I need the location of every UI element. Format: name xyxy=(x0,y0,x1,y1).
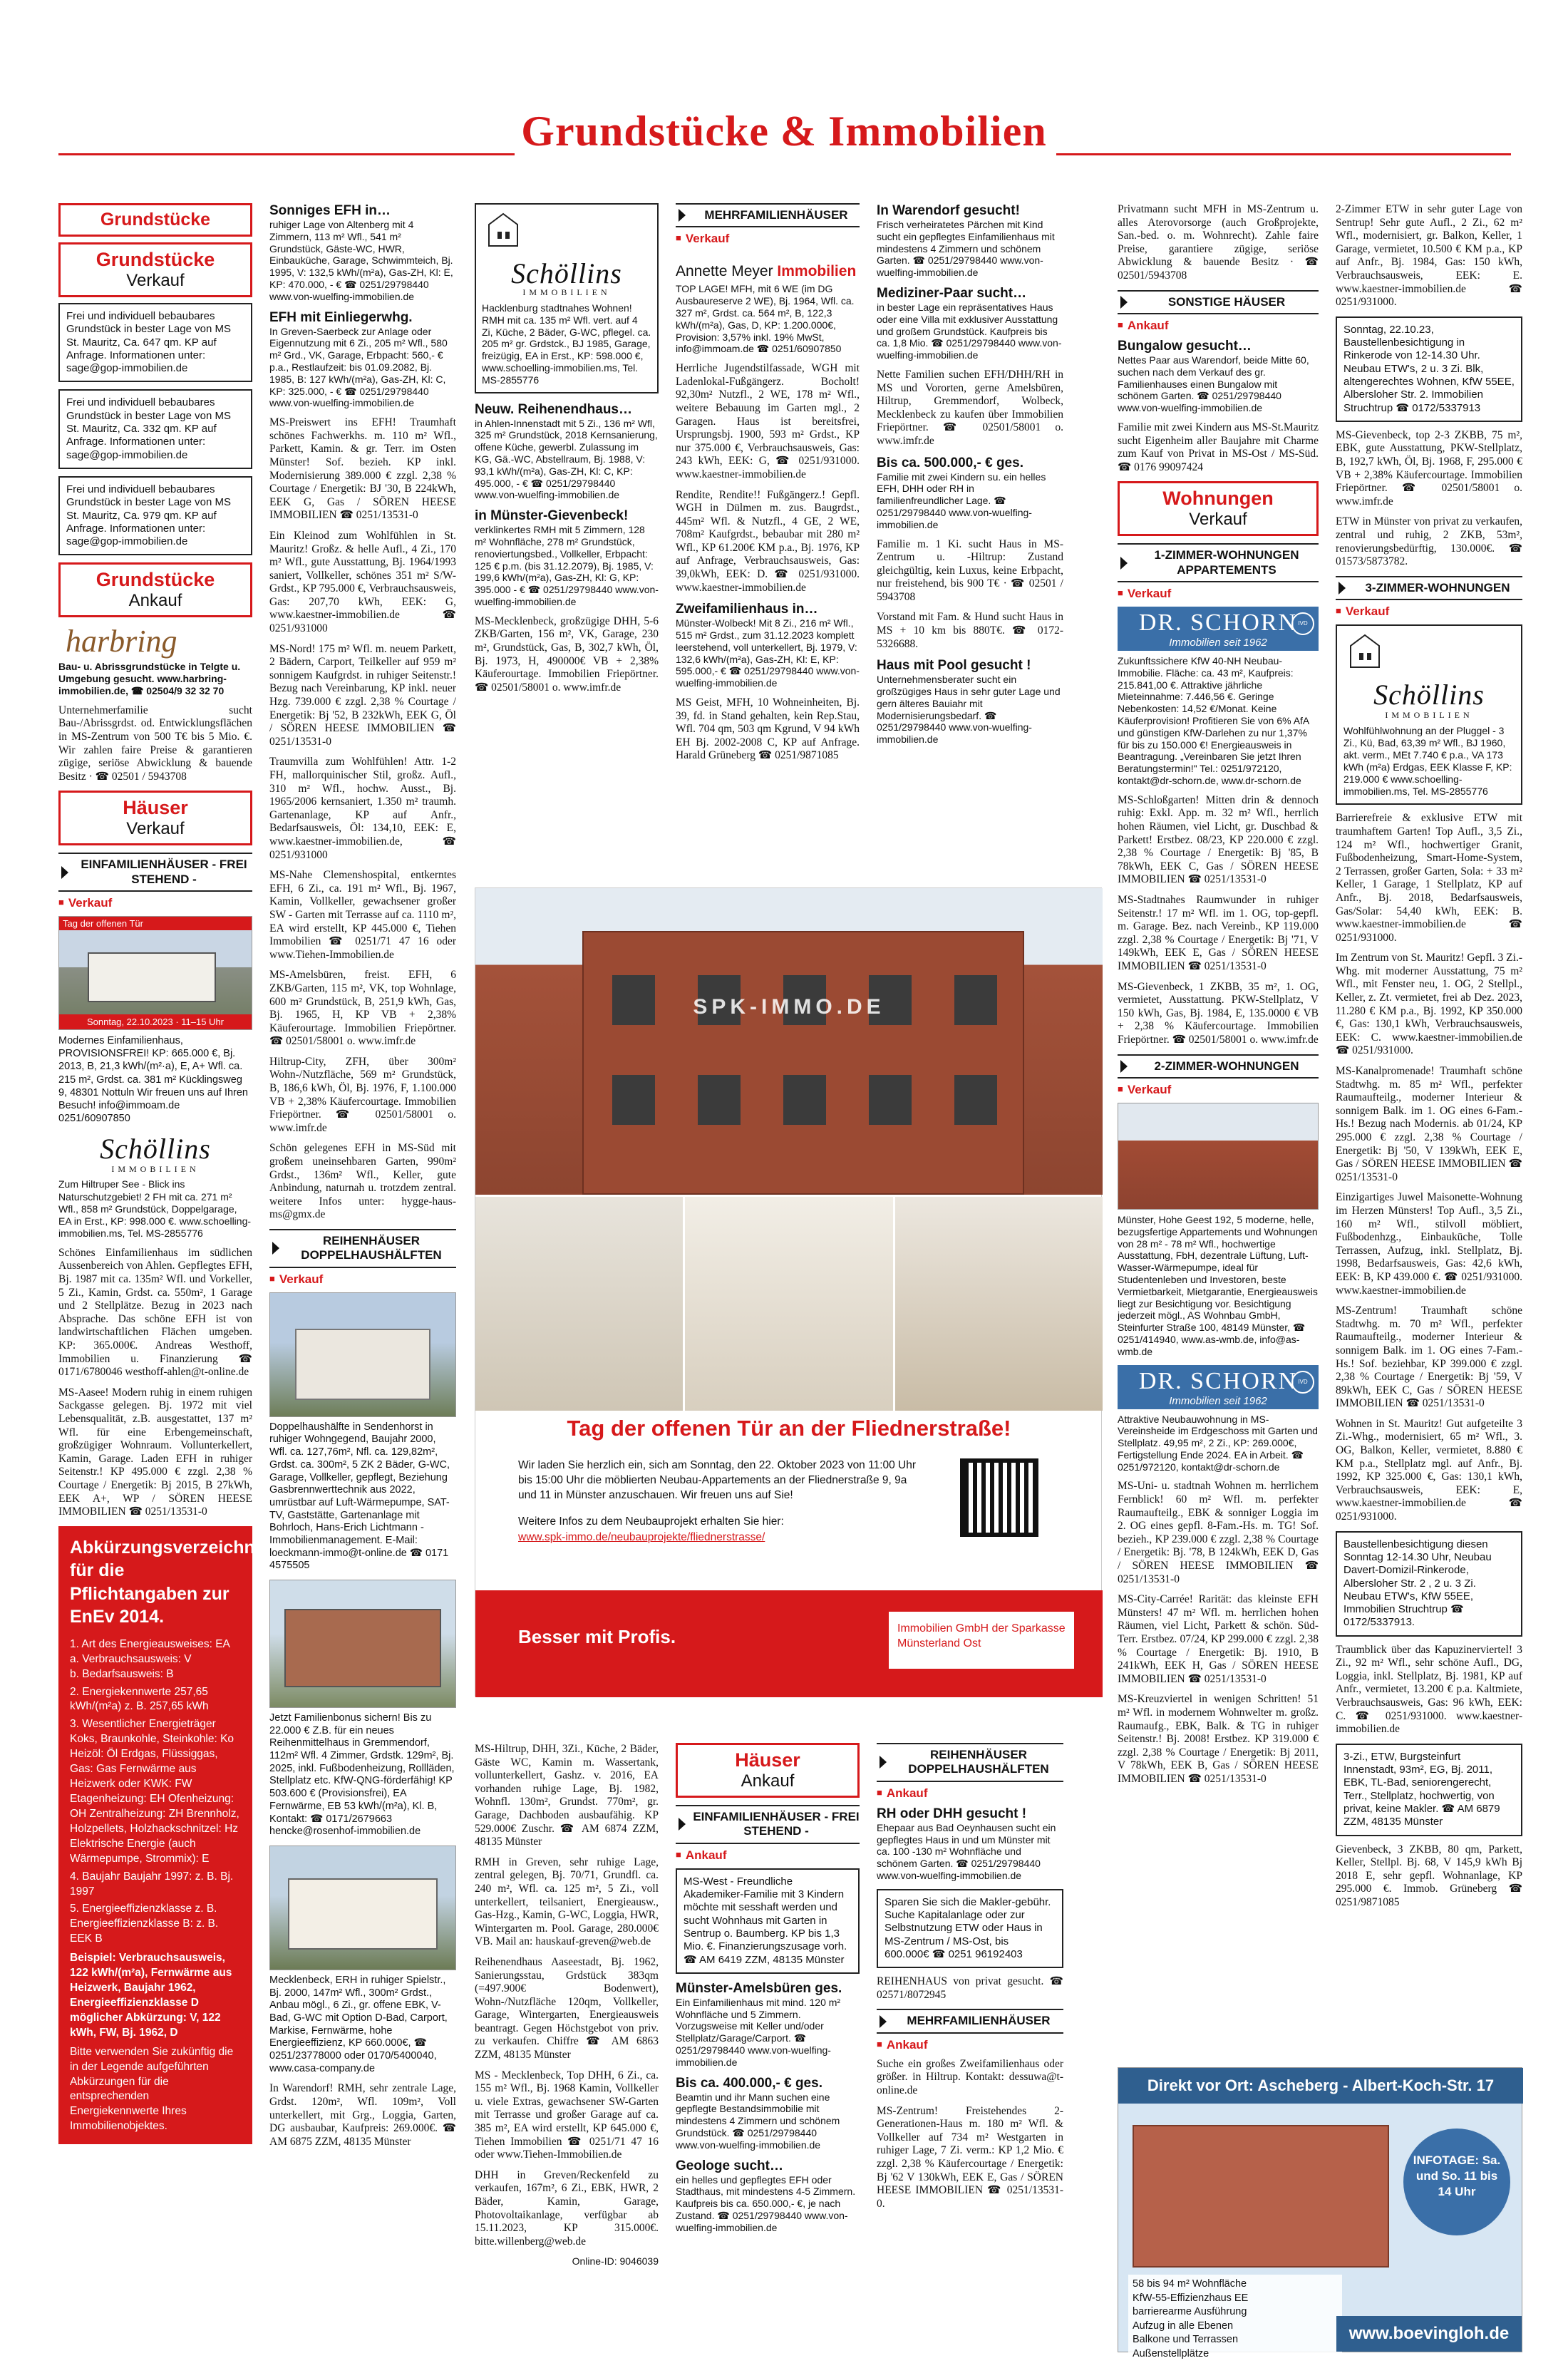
panel-item: a. Verbrauchsausweis: V xyxy=(70,1652,192,1665)
ad-headline: Haus mit Pool gesucht ! xyxy=(877,658,1031,674)
classified-ad: Modernes Einfamilienhaus, PROVISIONSFREI! KP: 665.000 €, Bj. 2013, B, 21,3 kWh/(m²·a), E, A+ Wfl. ca. 215 m², Grdst. ca. 381 m² Kücklingsweg 9, 48301 Nottuln Wir freuen uns auf Ihren Besuch! info@immoam.de 0251/60907850 xyxy=(58,1035,248,1124)
category-subtitle: Verkauf xyxy=(126,819,185,839)
subsection-verkauf: ■ Verkauf xyxy=(58,896,252,910)
building-photo xyxy=(475,888,1103,1195)
classified-ad: Schönes Einfamilienhaus im südlichen Aussenbereich von Ahlen. Gepflegtes EFH, Bj. 1987 mit ca. 135m² Wfl. und Vorkeller, 5 Zi., Kamin, Grdst. ca. 550m², 1 Garage und 2 Stellplätze. Bezug in 2023 nach Absprache. Das schöne EFH ist von landwirtschaftlichen Flächen umgeben. KP: 365.000€. Andreas Westhoff, Immobilien u. Finanzierung ☎ 0171/6780046 westhoff-ahlen@t-online.de xyxy=(58,1246,252,1379)
ad-headline: in Münster-Gievenbeck! xyxy=(475,508,629,524)
ad-headline: Neuw. Reihenendhaus… xyxy=(475,401,632,417)
classified-ad: MS-Zentrum! Freistehendes 2-Generationen-Haus m. 180 m² Wfl. & Vollkeller auf 734 m² Westgarten in ruhiger Lage, 7 Zi. verm.: KP 1,2 Mio. € zzgl. 2,38 % Käufercourtage / Energetik: Bj '62 V 130kWh, EEK E, Gas / SÖREN HEESE IMMOBILIEN ☎ 0251/13531-0. xyxy=(877,2104,1063,2210)
classified-ad: In Warendorf! RMH, sehr zentrale Lage, Grdst. 120m², Wfl. 109m², Voll unterkellert, mit Grg., Loggia, Garten, DG ausbaubar, Kaufpreis: 269.000€. ☎ AM 6875 ZZM, 48135 Münster xyxy=(269,2082,456,2148)
house-shape xyxy=(284,1609,441,1687)
ad-headline: Münster-Amelsbüren ges. xyxy=(676,1980,842,1996)
column-5-bottom xyxy=(877,1743,1063,2218)
arrow-icon xyxy=(1339,582,1346,594)
classified-ad: Münster, Hohe Geest 192, 5 moderne, helle, bezugsfertige Appartements und Wohnungen von 28 m² - 78 m² Wfl., hochwertige Ausstattung, FbH, dezentrale Lüftung, Luft-Wasser-Wärmepumpe, ideal für Studentenleben und Investoren, beste Vermietbarkeit, Mietgarantie, Energieausweis liegt zur Besichtigung vor. Besichtigung jederzeit mögl., AS Wohnbau GmbH, Steinfurter Straße 100, 48149 Münster, ☎ 0251/414940, www.as-wmb.de, info@as-wmb.de xyxy=(1118,1213,1318,1357)
category-title: Grundstücke xyxy=(96,249,215,270)
window xyxy=(698,1075,741,1125)
sparkasse-footer xyxy=(475,1590,1103,1697)
ad-headline: Geologe sucht… xyxy=(676,2158,783,2173)
column-6 xyxy=(1118,203,1319,2060)
house-shape xyxy=(88,952,216,1002)
building-shape xyxy=(1133,2125,1389,2268)
category-grundstuecke-ankauf xyxy=(58,562,252,617)
boevingloh-ad xyxy=(1118,2067,1522,2359)
category-haeuser-verkauf xyxy=(58,791,252,845)
banner-link-label: Weitere Infos zu dem Neubauprojekt erhalten Sie hier: xyxy=(518,1515,784,1528)
classified-ad: Jetzt Familienbonus sichern! Bis zu 22.000 € Z.B. für ein neues Reihenmittelhaus in Gremmendorf, 112m² Wfl. 4 Zimmer, Grdstk. 129m², Bj. 2025, inkl. Fußbodenheizung, Rollläden, Stellplatz etc. KfW-QNG-förderfähig! KP 503.600 € (Provisionsfrei), EA Fernwärme, EB 53 kWh/(m²a), Kl. B, Kontakt: ☎ 0171/2679663 hencke@rosenhof-immobilien.de xyxy=(269,1712,455,1838)
classified-ad: MS-Preiswert ins EFH! Traumhaft schönes Fachwerkhs. m. 110 m² Wfl., Parkett, Kamin. & gr. Terr. im Osten Münster! Sof. bezieh. KP inkl. Modernisierung 389.000 € zzgl. 2,38 % Courtage / Energetik: BJ '30, B 224kWh, EEK G, Gas / SÖREN HEESE IMMOBILIEN ☎ 0251/13531-0 xyxy=(269,416,456,522)
ad-headline: Bis ca. 500.000,- € ges. xyxy=(877,455,1023,470)
classified-ad: Hiltrup-City, ZFH, über 300m² Wohn-/Nutzfläche, 569 m² Grundstück, B, 186,6 kWh, Öl, Bj. 1976, F, 1.100.000 VB + 2,38% Käufercourtage. Immobilien Friepörtner. ☎ 02501/58001 o. www.imfr.de xyxy=(269,1055,456,1134)
window xyxy=(783,1075,826,1125)
subsection-ankauf: ■ Ankauf xyxy=(1118,319,1319,333)
subsection-ankauf: ■ Ankauf xyxy=(676,1848,860,1863)
classified-ad: Zukunftssichere KfW 40-NH Neubau-Immobilie. Fläche: ca. 43 m², Kaufpreis: 215.841,00 €. Attraktive jährliche Mieteinnahme: 7.446,56 €. Geringe Nebenkosten: 14,52 €/Monat. Keine Käuferprovision! Profitieren Sie von 6% AfA und günstigen KfW-Darlehen zu nur 1,37% für bis zu 150.000 €! Energieausweis in Beantragung. „Vereinbaren Sie jetzt Ihren Beratungstermin!" Tel.: 0251/972120, kontakt@dr-schorn.de, www.dr-schorn.de xyxy=(1118,655,1309,787)
dr-schorn-logo: DR. SCHORN Immobilien seit 1962 IVD xyxy=(1118,1365,1319,1409)
classified-ad: MS-Amelsbüren, freist. EFH, 6 ZKB/Garten, 115 m², VK, top Wohnlage, 600 m² Grundstück, B, 251,9 kWh, Gas, Bj. 1965, H, KP VB + 2,38% Käuferourtage. Immobilien Friepörtner. ☎ 02501/58001 o. www.imfr.de xyxy=(269,969,456,1048)
column-4-top xyxy=(676,203,860,887)
watermark: SPK-IMMO.DE xyxy=(693,995,885,1019)
section-header: MEHRFAMILIENHÄUSER xyxy=(877,2009,1063,2033)
subsection-verkauf: ■ Verkauf xyxy=(1118,587,1319,601)
classified-ad: DHH in Greven/Reckenfeld zu verkaufen, 167m², 6 Zi., EBK, HWR, 2 Bäder, Kamin, Garage, Photovoltaikanlage, verfügbar ab 15.11.2023, KP 315.000€. bitte.willenberg@web.de xyxy=(475,2168,659,2248)
classified-ad: Familie m. 1 Ki. sucht Haus in MS-Zentrum u. -Hiltrup: Zustand gleichgültig, kein Luxus, keine Erbpacht, nur freistehend, bis 900 T€ · ☎ 02501 / 5943708 xyxy=(877,537,1063,603)
slogan: Besser mit Profis. xyxy=(518,1626,676,1647)
window xyxy=(612,1075,655,1125)
website-link[interactable]: www.boevingloh.de xyxy=(1336,2316,1522,2352)
column-1 xyxy=(58,203,270,2144)
category-title: Häuser xyxy=(123,797,188,819)
ad-text: Zum Hiltruper See - Blick ins Naturschutzgebiet! 2 FH mit ca. 271 m² Wfl., 858 m² Grundstück, Doppelgarage, EA in Erst., KP: 998.000 €. www.schoelling-immobilien.ms, Tel. MS-2855776 xyxy=(58,1178,252,1239)
subsection-ankauf: ■ Ankauf xyxy=(877,1786,1063,1801)
ad-text: Hacklenburg stadtnahes Wohnen! RMH mit ca. 135 m² Wfl. vert. auf 4 Zi, Küche, 2 Bäder, G-WC, pflegel. ca. 205 m² gr. Grdstck., BJ 1985, Garage, freizügig, EA in Erst., KP: 598.000 €, www.schoelling-immobilien.ms, Tel. MS-2855776 xyxy=(482,302,651,386)
schoellins-logo: Schöllins IMMOBILIEN xyxy=(1373,679,1485,721)
panel-item: 1. Art des Energieausweises: EA xyxy=(70,1637,230,1650)
ad-headline: RH oder DHH gesucht ! xyxy=(877,1806,1027,1821)
category-haeuser-ankauf xyxy=(676,1743,860,1798)
classified-ad: Suche ein großes Zweifamilienhaus oder größer. in Hiltrup. Kontakt: dessuwa@t-online.de xyxy=(877,2057,1063,2097)
category-title: Wohnungen xyxy=(1162,488,1274,510)
arrow-icon xyxy=(61,866,68,879)
house-photo xyxy=(269,1846,456,1970)
dr-schorn-logo: DR. SCHORN Immobilien seit 1962 IVD xyxy=(1118,607,1319,651)
schoellins-ad xyxy=(58,1132,252,1240)
classified-ad: MS-Mecklenbeck, großzügige DHH, 5-6 ZKB/Garten, 156 m², VK, Garage, 230 m², Grundstück, Gas, B, 302,7 kWh, Öl, Bj. 1973, H, 490000€ VB + 2,38% Käuferourtage. Immobilien Friepörtner. ☎ 02501/58001 o. www.imfr.de xyxy=(475,614,659,694)
classified-ad: TOP LAGE! MFH, mit 6 WE (im DG Ausbaureserve 2 WE), Bj. 1964, Wfl. ca. 327 m², Grdst. ca. 564 m², B, 122,3 kWh/(m²a), Gas, D, KP: 1.200.000€, Provision: 3,57% inkl. 19% MwSt, info@immoam.de ☎ 0251/60907850 xyxy=(676,283,855,355)
section-header: MEHRFAMILIENHÄUSER xyxy=(676,203,860,227)
classified-ad: 2-Zimmer ETW in sehr guter Lage von Sentrup! Sehr gute Aufl., 2 Zi., 62 m² Wfl., modernisiert, gr. Balkon, Keller, 1 Garage, vermietet, 10.500 € KM p.a., KP auf Anfr., Bj. 1984, Gas: 150 kWh, Verbrauchsausweis, EEK: E. www.kaestner-immobilien.de ☎ 0251/931000. xyxy=(1336,203,1522,309)
arrow-icon xyxy=(880,2015,887,2028)
classified-ad: MS-Schloßgarten! Mitten drin & dennoch ruhig: Exkl. App. m. 32 m² Wfl., herrlich hohen Räumen, viel Licht, gr. Duschbad & Parkett! Erstbez. 08/23, KP 220.000 € zzgl. 2,38 % Courtage / Energetik: Bj '85, B 78kWh, EEK C, Gas / SÖREN HEESE IMMOBILIEN ☎ 0251/13531-0 xyxy=(1118,793,1319,886)
panel-item: Bitte verwenden Sie zukünftig die in der Legende aufgeführten Abkürzungen für die entsprechenden Energiekennwerte Ihres Immobilienobjektes. xyxy=(70,2045,234,2133)
classified-ad: MS-Kreuzviertel in wenigen Schritten! 51 m² Wfl. in modernem Wohnwelter m. großz. Raumaufg., EBK, Balk. & TG in ruhiger Seitenstr.! Bj. 2008! Erstbez. KP 319.000 € zzgl. 2,38 % Courtage / Energetik: Bj 2011, V 78kWh, EEK B, Gas / SÖREN HEESE IMMOBILIEN ☎ 0251/13531-0 xyxy=(1118,1693,1319,1785)
feature-item: 58 bis 94 m² Wohnfläche xyxy=(1133,2278,1247,2290)
ad-headline: Bis ca. 400.000,- € ges. xyxy=(676,2075,822,2091)
column-5-top xyxy=(877,203,1063,887)
section-header: REIHENHÄUSER DOPPELHAUSHÄLFTEN xyxy=(877,1743,1063,1782)
ad-text: in Ahlen-Innenstadt mit 5 Zi., 136 m² Wfl, 325 m² Grundstück, 2018 Kernsanierung, offene Küche, gewerbl. Zulassung im KG, Gä.-WC, Abstellraum, Bj. 1988, V: 93,1 kWh/(m²a), Gas-ZH, Kl: C, KP: 495.000, - € ☎ 0251/29798440 www.von-wuelfing-immobilien.de xyxy=(475,417,658,501)
classified-ad: Herrliche Jugendstilfassade, WGH mit Ladenlokal-Fußgängerz. Bocholt! 92,30m² Nutzfl., 2 WE, 178 m² Wfl., weitere Bebauung im Garten mgl., 2 Garagen. Haus ist bereitsfrei, Ursprungsbj. 1900, 593 m² Grdst., KP nur 375.000 €, Verbrauchsausweis, Gas: 243 kWh, EEK: G, ☎ 0251/931000. www.kaestner-immobilien.de xyxy=(676,362,860,480)
classified-ad: Rendite, Rendite!! Fußgängerz.! Gepfl. WGH in Dülmen m. zus. Baugrdst., 445m² Wfl. & Nutzfl., 4 GE, 2 WE, 708m² Kaufgrdst., bebaubar mit 280 m² Wfl., KP 61.200€ KM p.a., Bj. 1976, KP auf Anfrage, Verbrauchsausweis, Gas: 39,0kWh, EEK: D. ☎ 0251/931000. www.kaestner-immobilien.de xyxy=(676,488,860,594)
section-header: SONSTIGE HÄUSER xyxy=(1118,290,1319,314)
classified-ad: Reihenendhaus Aaseestadt, Bj. 1962, Sanierungsstau, Grdstück 383qm (=497.900€ Bodenwert), Wohn-/Nutzfläche 120qm, Vollkeller, Garage, Wintergarten, Energieausweis beantragt. Gegen Höchstgebot von priv. zu verkaufen. Chiffre ☎ AM 6863 ZZM, 48135 Münster xyxy=(475,1955,659,2062)
category-subtitle: Ankauf xyxy=(128,591,182,611)
classified-ad: Mecklenbeck, ERH in ruhiger Spielstr., Bj. 2000, 147m² Wfl., 300m² Grdst., Anbau mögl., 6 Zi., gr. offene EBK, V-Bad, G-WC mit Option D-Bad, Carport, Markise, Fernwärme, hohe Energieeffizienz, KP 660.000€, ☎ 0251/23778000 oder 0170/5400040, www.casa-company.de xyxy=(269,1974,448,2074)
classified-ad: MS-Kanalpromenade! Traumhaft schöne Stadtwhg. m. 85 m² Wfl., perfekter Raumaufteilg., moderner Interieur & sonnigem Balk. im 1. OG eines 6-Fam.-Hs.! Bezug nach Modernis. ab 01/24, KP 295.000 € zzgl. 2,38 % Courtage / Energetik: Bj '50, V 139kWh, EEK E, Gas / SÖREN HEESE IMMOBILIEN ☎ 0251/13531-0 xyxy=(1336,1065,1522,1183)
page-header xyxy=(0,0,1568,170)
classified-ad: 3-Zi., ETW, Burgsteinfurt Innenstadt, 93m², EG, Bj. 2011, EBK, TL-Bad, seniorengerecht, Terr., Stellplatz, hochwertig, von privat, keine Makler. ☎ AM 6879 ZZM, 48135 Münster xyxy=(1336,1744,1522,1836)
classified-ad: REIHENHAUS von privat gesucht. ☎ 02571/8072945 xyxy=(877,1975,1063,2001)
panel-item: Beispiel: Verbrauchsausweis, 122 kWh/(m²a), Fernwärme aus Heizwerk, Baujahr 1962, Energieeffizienzklasse D möglicher Abkürzung: V, 122 kWh, FW, Bj. 1962, D xyxy=(70,1952,232,2039)
classified-ad: MS - Mecklenbeck, Top DHH, 6 Zi., ca. 155 m² Wfl., Bj. 1968 Kamin, Vollkeller u. viele Extras, gewachsener SW-Garten mit Terrasse und großer Garage auf ca. 385 m², EA wird erstellt, KP 645.000 €, Tiehen Immobilien ☎ 0251/71 47 16 oder www.Tiehen-Immobilien.de xyxy=(475,2069,659,2161)
ad-headline: Sonniges EFH in… xyxy=(269,203,391,218)
section-header: 2-ZIMMER-WOHNUNGEN xyxy=(1118,1054,1319,1079)
ad-text: Unternehmensberater sucht ein großzügiges Haus in sehr guter Lage und gern älteres Bauiahr mit Modernisierungsbedarf. ☎ 0251/29798440 www.von-wuelfing-immobilien.de xyxy=(877,674,1061,746)
subsection-verkauf: ■ Verkauf xyxy=(676,232,860,246)
classified-ad: Familie mit zwei Kindern aus MS-St.Mauritz sucht Eigenheim aller Baujahre mit Charme zum Kauf von Privat in MS-Ost / MS-Süd. ☎ 0176 99097424 xyxy=(1118,421,1319,473)
feature-item: Außenstellplätze xyxy=(1133,2347,1209,2359)
classified-ad: MS-West - Freundliche Akademiker-Familie mit 3 Kindern möchte mit sesshaft werden und sucht Wohnhaus mit Garten in Sentrup o. Baumberg. KP bis 1,3 Mio. €. Finanzierungszusage vorh. ☎ AM 6419 ZZM, 48135 Münster xyxy=(676,1868,860,1974)
banner-link[interactable]: www.spk-immo.de/neubauprojekte/fliednerstrasse/ xyxy=(518,1531,765,1543)
house-icon xyxy=(482,210,525,253)
classified-ad: Frei und individuell bebaubares Grundstück in bester Lage von MS St. Mauritz, Ca. 647 qm. KP auf Anfrage. Informationen unter: sage@gop-immobilien.de xyxy=(58,303,252,382)
ad-text: ruhiger Lage von Altenberg mit 4 Zimmern, 113 m² Wfl., 541 m² Grundstück, Gäste-WC, HWR, Einbauküche, Garage, Schwimmteich, Bj. 1995, V: 132,5 kWh/(m²a), Gas-ZH, Kl: E, KP: 470.000, - € ☎ 0251/29798440 www.von-wuelfing-immobilien.de xyxy=(269,219,453,302)
ad-text: Beamtin und ihr Mann suchen eine gepflegte Bestandsimmobilie mit mindestens 4 Zimmern und schönem Grundstück. ☎ 0251/29798440 www.von-wuelfing-immobilien.de xyxy=(676,2091,840,2151)
section-header: EINFAMILIENHÄUSER - FREI STEHEND - xyxy=(676,1805,860,1844)
building-photo xyxy=(1118,1103,1319,1210)
feature-item: Aufzug in alle Ebenen xyxy=(1133,2320,1234,2332)
classified-ad: Vorstand mit Fam. & Hund sucht Haus in MS + 10 km bis 880T€. ☎ 0172-5326688. xyxy=(877,611,1063,650)
panel-item: b. Bedarfsausweis: B xyxy=(70,1667,174,1680)
ad-text: ein helles und gepflegtes EFH oder Stadthaus, mit mindestens 4-5 Zimmern. Kaufpreis bis ca. 650.000,- €, je nach Zustand. ☎ 0251/29798440 www.von-wuelfing-immobilien.de xyxy=(676,2173,856,2233)
ad-text: Münster-Wolbeck! Mit 8 Zi., 216 m² Wfl., 515 m² Grdst., zum 31.12.2023 komplett leerstehend, voll unterkellert, Bj. 1979, V: 132,6 kWh/(m²a), Gas-ZH, Kl: E, KP: 595.000,- € ☎ 0251/29798440 www.von-wuelfing-immobilien.de xyxy=(676,617,860,689)
schoellins-logo: Schöllins IMMOBILIEN xyxy=(100,1133,211,1174)
schoellins-ad xyxy=(1336,624,1522,805)
subsection-verkauf: ■ Verkauf xyxy=(1118,1083,1319,1097)
classified-ad: Im Zentrum von St. Mauritz! Gepfl. 3 Zi.-Whg. mit moderner Ausstattung, 75 m² Wfl., mit Fenster neu, 1. OG, 2 Stellpl., Keller, z. Zt. vermietet, frei ab Dez. 2023, 11.280 € KM p.a., Bj. 1992, KP 350.000 €, Gas: 130,1 kWh, Verbrauchsausweis, EEK: C. www.kaestner-immobilien.de ☎ 0251/931000. xyxy=(1336,952,1522,1057)
feature-item: barrierearme Ausführung xyxy=(1133,2306,1247,2318)
classified-ad: MS Geist, MFH, 10 Wohneinheiten, Bj. 39, fd. in Stand gehalten, kein Rep.Stau, Wfl. 704 qm, 503 qm Kgrund, V 94 kWh EH Bj. 2002-2008 C, KP auf Anfrage. Harald Grüneberg ☎ 0251/9871085 xyxy=(676,696,860,762)
classified-ad: MS-Nord! 175 m² Wfl. m. neuem Parkett, 2 Bädern, Carport, Teilkeller auf 959 m² sonnigem Kaufgrdst. in ruhiger Seitenstr.! Bezug nach Vereinbarung, KP inkl. neuer Hzg. 739.000 € zzgl. 2,38 % Courtage / Energetik: Bj '52, B 232kWh, EEK G, Öl / SÖREN HEESE IMMOBILIEN ☎ 0251/13531-0 xyxy=(269,642,456,748)
ad-headline: Mediziner-Paar sucht… xyxy=(877,285,1027,301)
interior-photos xyxy=(475,1197,1103,1411)
ad-text: verklinkertes RMH mit 5 Zimmern, 128 m² Wohnfläche, 278 m² Grundstück, renoviertungsbed., Vollkeller, Erbpacht: 125 € p.m. (bis 31.12.2079), Bj. 1985, V: 199,6 kWh/(m²a), Gas-ZH, Kl: G, KP: 395.000 - € ☎ 0251/29798440 www.von-wuelfing-immobilien.de xyxy=(475,524,659,607)
classified-ad: Bau- u. Abrissgrundstücke in Telgte u. Umgebung gesucht. www.harbring-immobilien.de, ☎ 02504/9 32 32 70 xyxy=(58,661,241,697)
house-shape xyxy=(288,1878,438,1950)
qr-code xyxy=(960,1458,1038,1537)
arrow-icon xyxy=(1120,557,1128,570)
classified-ad: Gievenbeck, 3 ZKBB, 80 qm, Parkett, Keller, Stellpl. Bj. 68, V 145,9 kWh Bj 2018 E, sehr gepfl. Wohnanlage, KP 295.000 €. Immob. Grüneberg ☎ 0251/9871085 xyxy=(1336,1843,1522,1909)
classified-ad: MS-Nahe Clemenshospital, entkerntes EFH, 6 Zi., ca. 191 m² Wfl., Bj. 1967, Kamin, Vollkeller, gewachsener großer SW - Garten mit Terrasse auf ca. 1110 m², EA wird erstellt, KP 445.000 €, Tiehen Immobilien ☎ 0251/71 47 16 oder www.Tiehen-Immobilien.de xyxy=(269,869,456,961)
feature-item: KfW-55-Effizienzhaus EE xyxy=(1133,2292,1249,2304)
house-shape xyxy=(295,1329,430,1400)
classified-ad: Frei und individuell bebaubares Grundstück in bester Lage von MS St. Mauritz, Ca. 979 qm. KP auf Anfrage. Informationen unter: sage@gop-immobilien.de xyxy=(58,476,252,555)
window xyxy=(954,1075,997,1125)
column-7 xyxy=(1336,203,1522,2060)
section-header: 1-ZIMMER-WOHNUNGEN APPARTEMENTS xyxy=(1118,543,1319,582)
classified-ad: Doppelhaushälfte in Sendenhorst in ruhiger Wohngegend, Baujahr 2000, Wfl. ca. 127,76m², Nfl. ca. 129,82m², Grdst. ca. 300m², 5 ZK 2 Bäder, G-WC, Garage, Vollkeller, gepflegt, Beziehung Gasbrennwerttechnik aus 2022, umrüstbar auf Luft-Wärmepumpe, SAT-TV, Gaststätte, Gartenanlage mit Bohrloch, Hans-Erich Lichtmann - Immobilienmanagement. E-Mail: loeckmann-immo@t-online.de ☎ 0171 4575505 xyxy=(269,1421,450,1572)
column-3-bottom xyxy=(475,1743,659,2267)
category-grundstuecke-verkauf xyxy=(58,242,252,297)
classified-ad: MS-Gievenbeck, 1 ZKBB, 35 m², 1. OG, vermietet, Ausstattung. PKW-Stellplatz, V 150 kWh, Gas, Bj. 1984, E, 135.0000 € VB + 2,38 % Käufercourtage. Immobilien Friepörtner. ☎ 02501/58001 o. www.imfr.de xyxy=(1118,980,1319,1046)
classified-ad: Unternehmerfamilie sucht Bau-/Abrissgrdst. od. Entwicklungsflächen in MS-Zentrum von 500 T€ bis 5 Mio. €. Wir zahlen faire Preise & garantieren zügige, seriöse Abwicklung & bauende Besitz · ☎ 02501 / 5943708 xyxy=(58,704,252,783)
harbring-logo: harbring xyxy=(66,624,177,659)
arrow-icon xyxy=(880,1756,887,1769)
arrow-icon xyxy=(679,1818,686,1831)
column-4-bottom xyxy=(676,1743,860,2234)
building-shape xyxy=(582,931,1024,1195)
section-header: EINFAMILIENHÄUSER - FREI STEHEND - xyxy=(58,853,252,892)
classified-ad: MS-Gievenbeck, top 2-3 ZKBB, 75 m², EBK, gute Ausstattung, PKW-Stellplatz, B, 192,7 kWh, Öl, Bj. 1968, F, 295.000 € VB + 2,38% Käufercourtage. Immobilien Friepörtner. ☎ 02501/58001 o. www.imfr.de xyxy=(1336,428,1522,508)
subsection-verkauf: ■ Verkauf xyxy=(1336,604,1522,619)
open-house-banner: Tag der offenen Tür xyxy=(59,917,252,930)
schoellins-logo: Schöllins IMMOBILIEN xyxy=(511,257,622,297)
subsection-ankauf: ■ Ankauf xyxy=(877,2038,1063,2052)
sparkasse-logo: Immobilien GmbH der Sparkasse Münsterland Ost xyxy=(889,1612,1074,1669)
column-2 xyxy=(269,203,456,2156)
house-icon xyxy=(1343,632,1386,674)
panel-item: 4. Baujahr Baujahr 1997: z. B. Bj. 1997 xyxy=(70,1870,234,1898)
sparkasse-ad xyxy=(475,887,1102,1697)
classified-ad: Sparen Sie sich die Makler-gebühr. Suche Kapitalanlage oder zur Selbstnutzung ETW oder Haus in MS-Zentrum / MS-Ost, bis 600.000€ ☎ 0251 96192403 xyxy=(877,1889,1063,1968)
classified-ad: Privatmann sucht MFH in MS-Zentrum u. alles Aterovorsorge (auch Großprojekte, San.-bed. o. m. Wohnrecht). Zahle faire Preise, garantiere zügige, seriöse Abwicklung & bauende Besitz · ☎ 02501/5943708 xyxy=(1118,203,1319,282)
ad-text: Ehepaar aus Bad Oeynhausen sucht ein gepflegtes Haus in und um Münster mit ca. 100 -130 m² Wohnfläche und schönem Garten. ☎ 0251/29798440 www.von-wuelfing-immobilien.de xyxy=(877,1821,1056,1881)
features-list xyxy=(1128,2275,1342,2364)
classified-ad: Traumblick über das Kapuzinerviertel! 3 Zi., 92 m² Wfl., sehr schöne Aufl., DG, Loggia, inkl. Stellplatz, Bj. 1981, KP auf Anfr., vermietet, 13.200 € p.a. Kaltmiete, Verbrauchsausweis, Gas: 96 kWh, EEK: C. ☎ 0251/931000. www.kaestner-immobilien.de xyxy=(1336,1643,1522,1736)
classified-ad: RMH in Greven, sehr ruhige Lage, zentral gelegen, Bj. 70/71, Grundfl. ca. 240 m², Wfl. ca. 125 m², 5 Zi., voll unterkellert, teilsaniert, Energieausw., Gas-Hzg., Kamin, G-WC, Loggia, HWR, Wintergarten m. Pool. Garage, 280.000€ VB. Mail an: hauskauf-greven@web.de xyxy=(475,1855,659,1948)
classified-ad: Ein Kleinod zum Wohlfühlen in St. Mauritz! Großz. & helle Aufl., 4 Zi., 170 m² Wfl., gute Ausstattung, Bj. 1964/1993 saniert, Vollkeller, schönes 351 m² S/W-Grdst., KP 795.000 €, Verbrauchsausweis, Gas: 207,70 kWh, EEK: G, www.kaestner-immobilien.de ☎ 0251/931000 xyxy=(269,529,456,635)
classified-ad: Traumvilla zum Wohlfühlen! Attr. 1-2 FH, mallorquinischer Stil, großz. Aufl., 310 m² Wfl., hochw. Ausst., Bj. 1965/2006 kernsaniert, 1.350 m² traumh. Gartenanlage, KP auf Anfr., Bedarfsausweis, Öl: 134,10, EEK: E, www.kaestner-immobilien.de, ☎ 0251/931000 xyxy=(269,756,456,861)
arrow-icon xyxy=(1120,296,1128,309)
ad-text: In Greven-Saerbeck zur Anlage oder Eigennutzung mit 6 Zi., 205 m² Wfl., 580 m² Grd., VK, Garage, Erbpacht: 560,- € p.a., Restlaufzeit: bis 01.09.2082, Bj. 1985, B: 127 kWh/(m²a), Gas-ZH, Kl: C, KP: 325.000, - € ☎ 0251/29798440 www.von-wuelfing-immobilien.de xyxy=(269,325,448,409)
classified-ad: MS-Uni- u. stadtnah Wohnen m. herrlichem Fernblick! 60 m² Wfl. m. perfekter Raumaufteilg., EBK & sonniger Loggia im 2. OG eines gepfl. 8-Fam.-Hs. m. TG! Sof. bezieh., KP 239.000 € zzgl. 2,38 % Courtage / Energetik: Bj. '78, B 124kWh, EEK D, Gas / SÖREN HEESE IMMOBILIEN ☎ 0251/13531-0 xyxy=(1118,1480,1319,1585)
arrow-icon xyxy=(1120,1060,1128,1073)
vw-ad xyxy=(269,310,456,410)
ad-headline: EFH mit Einliegerwhg. xyxy=(269,309,413,325)
category-subtitle: Ankauf xyxy=(741,1771,795,1791)
section-header: REIHENHÄUSER DOPPELHAUSHÄLFTEN xyxy=(269,1229,456,1268)
ad-text: Ein Einfamilienhaus mit mind. 120 m² Wohnfläche und 5 Zimmern. Vorzugsweise mit Keller und/oder Stellplatz/Garage/Carport. ☎ 0251/29798440 www.von-wuelfing-immobilien.de xyxy=(676,1996,841,2068)
column-3-top xyxy=(475,203,659,887)
interior-photo xyxy=(475,1197,683,1411)
panel-title: Abkürzungsverzeichnis für die Pflichtangaben zur EnEv 2014. xyxy=(70,1537,270,1627)
ad-text: Familie mit zwei Kindern su. ein helles EFH, DHH oder RH in familienfreundlicher Lage. ☎ 0251/29798440 www.von-wuelfing-immobilien.de xyxy=(877,470,1046,530)
classified-ad: MS-Zentrum! Traumhaft schöne Stadtwhg. m. 70 m² Wfl., perfekter Raumaufteilg., moderner Interieur & sonnigem Balk. im 1. OG eines 7-Fam.-Hs.! Sof. beziehbar, KP 399.000 € zzgl. 2,38 % Courtage / Energetik: Bj '59, V 89kWh, EEK C, Gas / SÖREN HEESE IMMOBILIEN ☎ 0251/13531-0 xyxy=(1336,1304,1522,1410)
subsection-verkauf: ■ Verkauf xyxy=(269,1272,456,1287)
classified-ad: Barrierefreie & exklusive ETW mit traumhaftem Garten! Top Aufl., 3,5 Zi., 124 m² Wfl., hochwertiger Granit, Fußbodenheizung, Smart-Home-System, 2 Terrassen, großer Garten, Sola: + 33 m² Keller, 1 Garage, 1 Stellplatz, KP auf Anfr., Bj. 2018, Bedarfsausweis, Gas/Solar: 54,40 kWh, EEK: B. www.kaestner-immobilien.de ☎ 0251/931000. xyxy=(1336,812,1522,944)
classified-ad: Schön gelegenes EFH in MS-Süd mit großem uneinsehbaren Garten, 990m² Grdst., 136m² Wfl., Keller, gute Anbindung, naturnah u. trotzdem zentral. weitere Infos unter: hygge-haus-ms@gmx.de xyxy=(269,1142,456,1221)
banner-title: Tag der offenen Tür an der Fliednerstraße! xyxy=(567,1416,1011,1441)
category-title: Grundstücke xyxy=(96,569,215,591)
category-wohnungen-verkauf xyxy=(1118,481,1319,536)
annette-meyer-logo: Annette Meyer Immobilien xyxy=(676,263,857,280)
badge-icon: IVD xyxy=(1291,1371,1314,1394)
window xyxy=(869,1075,912,1125)
classified-ad: Einzigartiges Juwel Maisonette-Wohnung im Herzen Münsters! Top Aufl., 3,5 Zi., 160 m² Wfl., stilvoll möbliert, Fußbodenhzg., Einbauküche, Tolle Terrassen, Aufzug, inkl. Stellplatz, Bj. 1998, Bedarfsausweis, Gas: 42,6 kWh, EEK: B, KP 439.000 €. ☎ 0251/931000. www.kaestner-immobilien.de xyxy=(1336,1191,1522,1297)
infotage-badge: INFOTAGE: Sa. und So. 11 bis 14 Uhr xyxy=(1403,2129,1510,2235)
ad-text: Wohlfühlwohnung an der Pluggel - 3 Zi., Kü, Bad, 63,39 m² Wfl., BJ 1960, akt. verm., MEt 7.740 € p.a., VA 173 kWh (m²a) Erdgas, EEK Klasse F, KP: 219.000 € www.schoelling-immobilien.ms, Tel. MS-2855776 xyxy=(1343,724,1512,798)
classified-ad: Frei und individuell bebaubares Grundstück in bester Lage von MS St. Mauritz, Ca. 332 qm. KP auf Anfrage. Informationen unter: sage@gop-immobilien.de xyxy=(58,389,252,468)
classified-ad: ETW in Münster von privat zu verkaufen, zentral und ruhig, 2 ZKB, 53m², renovierungsbedürftig, 130.000€. ☎ 01573/5873782. xyxy=(1336,515,1522,568)
page-title: Grundstücke & Immobilien xyxy=(521,108,1047,155)
section-header: 3-ZIMMER-WOHNUNGEN xyxy=(1336,576,1522,600)
online-id: Online-ID: 9046039 xyxy=(572,2255,659,2268)
energy-abbreviations-panel xyxy=(58,1526,270,2145)
ad-text: Frisch verheiratetes Pärchen mit Kind sucht ein gepflegtes Einfamilienhaus mit mindestens 4 Zimmern und schönem Garten. ☎ 0251/29798440 www.von-wuelfing-immobilien.de xyxy=(877,219,1055,279)
panel-item: 2. Energiekennwerte 257,65 kWh/(m²a) z. B. 257,65 kWh xyxy=(70,1685,209,1713)
schoellins-ad xyxy=(475,203,659,393)
interior-photo xyxy=(895,1197,1103,1411)
arrow-icon xyxy=(272,1242,279,1255)
classified-ad: Sonntag, 22.10.23, Baustellenbesichtigung in Rinkerode von 12-14.30 Uhr. Neubau ETW's, 2 u. 3 Zi. Blk, altengerechtes Wohnen, KfW 55EE, Albersloher Str. 2. Immobilien Struchtrup ☎ 0172/5337913 xyxy=(1336,316,1522,422)
classified-ad: MS-Aasee! Modern ruhig in einem ruhigen Sackgasse gelegen. Bj. 1972 mit viel Lebensqualität, z.B. ausgestattet, 137 m² Wfl. für eine Erbengemeinschaft, großzügiger Wohnraum. Vollunterkellert, Kamin, Garage. Laden EFH in ruhiger Seitenstr.! KP 495.000 € zzgl. 2,38 % Courtage / Energetik: Bj 2015, B 27kWh, EEK A+, WP / SÖREN HEESE IMMOBILIEN ☎ 0251/13531-0 xyxy=(58,1386,252,1518)
category-subtitle: Verkauf xyxy=(126,271,185,290)
ad-text: Nettes Paar aus Warendorf, beide Mitte 60, suchen nach dem Verkauf des gr. Familienhauses einen Bungalow mit schönem Garten. ☎ 0251/29798440 www.von-wuelfing-immobilien.de xyxy=(1118,354,1309,414)
category-title: Häuser xyxy=(735,1749,800,1771)
interior-photo xyxy=(685,1197,892,1411)
classified-ad: MS-Stadtnahes Raumwunder in ruhiger Seitenstr.! 17 m² Wfl. im 1. OG, top-gepfl. m. Garage. Bez. nach Vereinb., KP 119.000 zzgl. 2,38 % Courtage / Energetik: Bj '71, V 149kWh, EEK E, Gas / SÖREN HEESE IMMOBILIEN ☎ 0251/13531-0 xyxy=(1118,894,1319,972)
classified-ad: Nette Familien suchen EFH/DHH/RH in MS und Vororten, gerne Amelsbüren, Hiltrup, Gremmendorf, Wolbeck, Mecklenbeck zu kaufen über Immobilien Friepörtner. ☎ 02501/58001 o. www.imfr.de xyxy=(877,368,1063,447)
arrow-icon xyxy=(679,209,686,222)
ad-title: Direkt vor Ort: Ascheberg - Albert-Koch-Str. 17 xyxy=(1118,2068,1523,2104)
ad-headline: Zweifamilienhaus in… xyxy=(676,602,818,617)
classified-ad: Baustellenbesichtigung diesen Sonntag 12-14.30 Uhr, Neubau Davert-Domizil-Rinkerode, Albersloher Str. 2 , 2 u. 3 Zi. Neubau ETW's, KfW 55EE, Immobilien Struchtrup ☎ 0172/5337913. xyxy=(1336,1531,1522,1637)
classified-ad: Attraktive Neubauwohnung in MS-Vereinsheide im Erdgeschoss mit Garten und Stellplatz. 49,95 m², 2 Zi., KP: 269.000€, Fertigstellung Ende 2024. EA in Arbeit. ☎ 0251/972120, kontakt@dr-schorn.de xyxy=(1118,1413,1318,1473)
classified-ad: MS-Hiltrup, DHH, 3Zi., Küche, 2 Bäder, Gäste WC, Kamin m. Wassertank, vollunterkellert, Gashz. v. 2016, EA vorhanden ruhige Lage, Bj. 1982, Wohnfl. 130m², Grundst. 770m², gr. Garage, Dachboden ausbaufähig. KP 529.000€ Zuschr. ☎ AM 6874 ZZM, 48135 Münster xyxy=(475,1743,659,1848)
panel-item: 5. Energieeffizienzklasse z. B. Energieeffizienzklasse B: z. B. EEK B xyxy=(70,1903,219,1945)
feature-item: Balkone und Terrassen xyxy=(1133,2334,1239,2346)
section-label-grundstuecke: Grundstücke xyxy=(58,203,252,237)
house-photo xyxy=(269,1580,456,1708)
classified-ad: Wohnen in St. Mauritz! Gut aufgeteilte 3 Zi.-Whg., modernisiert, 65 m² Wfl., 3. OG, Balkon, Keller, vermietet, 8.880 € KM p.a., Stellplatz mgl. auf Anfr., Bj. 1992, KP 325.000 €, Gas: 130,1 kWh, Verbrauchsausweis, EEK: E, www.kaestner-immobilien.de ☎ 0251/931000. xyxy=(1336,1417,1522,1523)
ad-headline: In Warendorf gesucht! xyxy=(877,203,1020,218)
category-subtitle: Verkauf xyxy=(1189,510,1247,530)
banner-text: Wir laden Sie herzlich ein, sich am Sonntag, den 22. Oktober 2023 von 11:00 Uhr bis 15:00 Uhr die möblierten Neubau-Appartements an der Fliednerstraße 9, 9a und 11 in Münster anzuschauen. Wir freuen uns auf Sie! xyxy=(518,1459,917,1501)
open-house-date: Sonntag, 22.10.2023 · 11–15 Uhr xyxy=(59,1014,252,1029)
panel-item: 3. Wesentlicher Energieträger Koks, Braunkohle, Steinkohle: Ko Heizöl: Öl Erdgas, Flüssiggas, Gas: Gas Fernwärme aus Heizwerk oder KWK: FW Etagenheizung: EH Ofenheizung: OH Zentralheizung: ZH Brennholz, Holzpellets, Holzhackschnitzel: Hz Elektrische Energie (auch Wärmepumpe, Strommix): E xyxy=(70,1718,239,1865)
house-photo xyxy=(269,1292,456,1417)
classified-ad: MS-City-Carrée! Rarität: das kleinste EFH Münsters! 47 m² Wfl. m. herrlichen hohen Räumen, viel Licht, Parkett & schön. Süd-Terr. Erstbez. 07/24, KP 299.000 € zzgl. 2,38 % Courtage / Energetik: Bj. 1910, B 241kWh, EEK H, Gas / SÖREN HEESE IMMOBILIEN ☎ 0251/13531-0 xyxy=(1118,1593,1319,1685)
ad-headline: Bungalow gesucht… xyxy=(1118,338,1252,354)
vw-ad xyxy=(269,203,456,303)
house-photo xyxy=(58,916,252,1030)
ad-text: in bester Lage ein repräsentatives Haus oder eine Villa mit exklusiver Ausstattung und großem Grundstück. Kaufpreis bis ca. 1,8 Mio. ☎ 0251/29798440 www.von-wuelfing-immobilien.de xyxy=(877,301,1062,361)
badge-icon: IVD xyxy=(1291,612,1314,635)
